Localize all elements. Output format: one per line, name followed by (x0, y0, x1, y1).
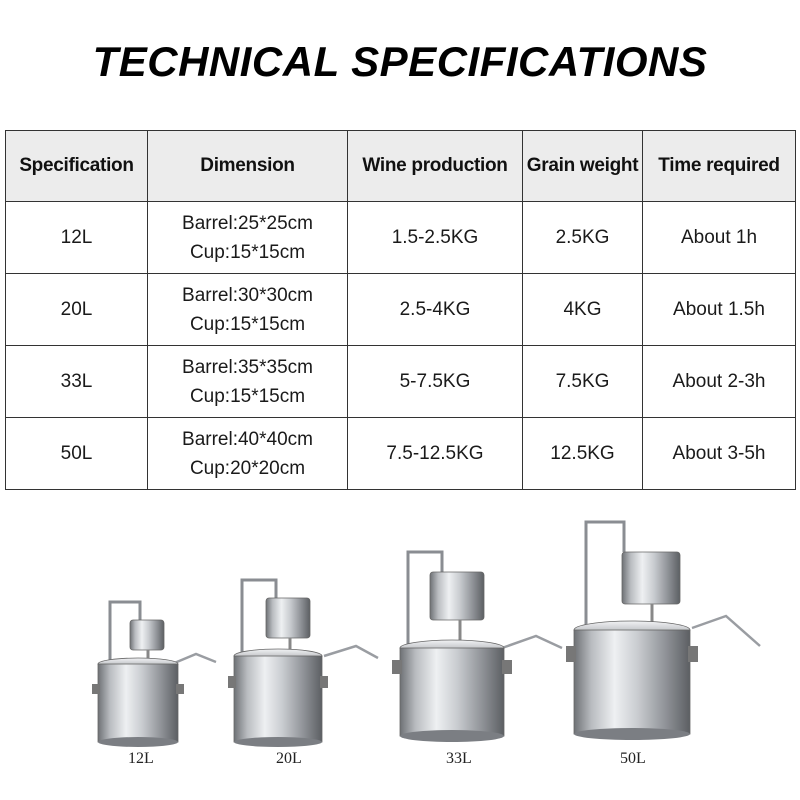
barrel-size: Barrel:40*40cm (182, 428, 313, 450)
cell-time-required: About 1.5h (643, 274, 796, 346)
product-label-50l: 50L (620, 750, 646, 767)
table-row (6, 274, 796, 346)
cell-dimension (148, 346, 348, 418)
cell-time-required: About 1h (643, 202, 796, 274)
cell-wine-production: 5-7.5KG (348, 346, 523, 418)
spec-table (5, 130, 796, 490)
header-time-required: Time required (643, 131, 796, 202)
cell-time-required: About 3-5h (643, 418, 796, 490)
cell-dimension (148, 202, 348, 274)
cell-wine-production: 2.5-4KG (348, 274, 523, 346)
cell-grain-weight: 4KG (523, 274, 643, 346)
page-title: TECHNICAL SPECIFICATIONS (92, 38, 708, 85)
table-row (6, 418, 796, 490)
product-lineup (0, 510, 800, 800)
header-dimension: Dimension (148, 131, 348, 202)
cell-time-required: About 2-3h (643, 346, 796, 418)
table-header-row (6, 131, 796, 202)
barrel-size: Barrel:30*30cm (182, 284, 313, 306)
cup-size: Cup:15*15cm (189, 241, 306, 263)
barrel-size: Barrel:25*25cm (182, 212, 313, 234)
cell-dimension (148, 274, 348, 346)
cell-spec: 20L (6, 274, 148, 346)
header-grain-weight: Grain weight (523, 131, 643, 202)
still-image-33l (390, 548, 570, 753)
cup-size: Cup:20*20cm (189, 457, 306, 479)
header-specification: Specification (6, 131, 148, 202)
table-row (6, 346, 796, 418)
cup-size: Cup:15*15cm (189, 385, 306, 407)
product-label-20l: 20L (276, 750, 302, 767)
barrel-size: Barrel:35*35cm (182, 356, 313, 378)
still-image-20l (228, 576, 388, 761)
cell-spec: 33L (6, 346, 148, 418)
cell-spec: 12L (6, 202, 148, 274)
cell-grain-weight: 12.5KG (523, 418, 643, 490)
product-label-12l: 12L (128, 750, 154, 767)
still-image-12l (88, 594, 228, 759)
table-row (6, 202, 796, 274)
product-label-33l: 33L (446, 750, 472, 767)
cup-size: Cup:15*15cm (189, 313, 306, 335)
cell-grain-weight: 7.5KG (523, 346, 643, 418)
header-wine-production: Wine production (348, 131, 523, 202)
cell-spec: 50L (6, 418, 148, 490)
cell-grain-weight: 2.5KG (523, 202, 643, 274)
still-image-50l (566, 518, 766, 753)
cell-wine-production: 1.5-2.5KG (348, 202, 523, 274)
cell-wine-production: 7.5-12.5KG (348, 418, 523, 490)
cell-dimension (148, 418, 348, 490)
